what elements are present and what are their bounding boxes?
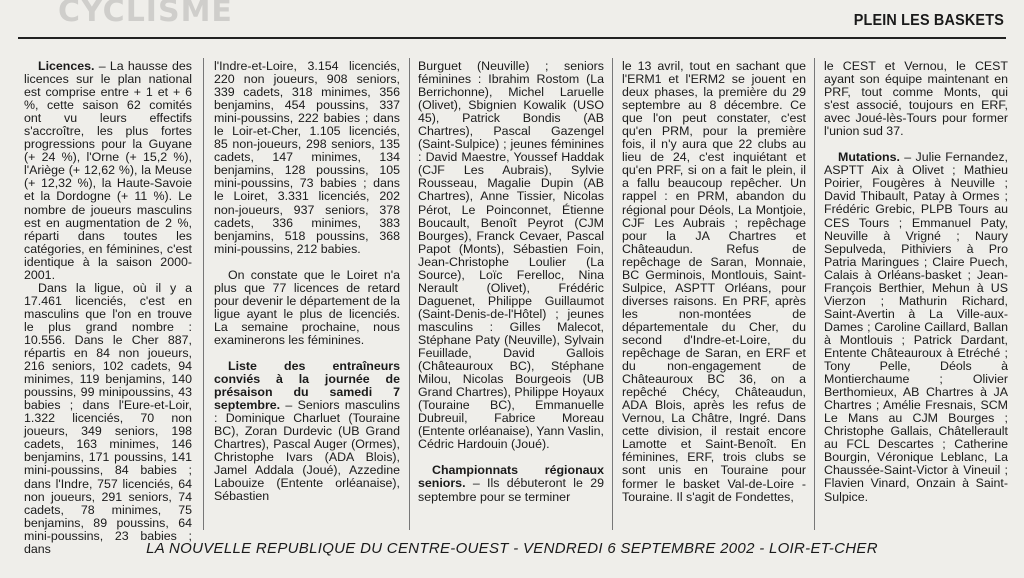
column-divider <box>612 58 613 530</box>
column-divider <box>814 58 815 530</box>
paragraph-text: – Seniors masculins : Dominique Charluet (Touraine BC), Zoran Durdevic (UB Grand Chartres), Pascal Auger (Ormes), Christophe Ivars (ADA Blois), Jamel Addala (Joué), Azzedine Labouize (Entente orléanaise), Sébastien <box>214 398 400 504</box>
newspaper-footer: LA NOUVELLE REPUBLIQUE DU CENTRE-OUEST - VENDREDI 6 SEPTEMBRE 2002 - LOIR-ET-CHER <box>146 540 878 557</box>
bleed-through-text <box>10 0 610 40</box>
column-divider <box>203 58 204 530</box>
article-column-2 <box>214 60 400 504</box>
section-rubric: PLEIN LES BASKETS <box>853 12 1004 29</box>
paragraph-entraineurs <box>214 360 400 504</box>
paragraph-text: – Julie Fernandez, ASPTT Aix à Olivet ; Mathieu Poirier, Fougères à Neuville ; David Thibault, Patay à Ormes ; Frédéric Grebic, PLPB Tours au CES Tours ; Emmanuel Paty, Neuville à Vrigné ; Naury Sepulveda, Pithiviers à Pro Patria Maringues ; Claire Puech, Calais à Orléans-basket ; Jean-François Berthier, Mehun à US Vierzon ; Mathurin Richard, Saint-Avertin à La Ville-aux-Dames ; Caroline Caillard, Ballan à Montlouis ; Patrick Dardant, Entente Châteauroux à Etréché ; Tony Pelle, Déols à Montierchaume ; Olivier Berthomieux, AB Chartres à JA Chartres ; Amélie Fresnais, SCM Le Mans au CJM Bourges ; Christophe Gallais, Châtellerault au FCL Descartes ; Catherine Bourgin, Véronique Leblanc, La Chaussée-Saint-Victor à Vineuil ; Flavien Vinard, Onzain à Saint-Sulpice. <box>824 150 1008 504</box>
paragraph-text: – La hausse des licences sur le plan national est comprise entre + 1 et + 6 %, cette saison 62 comités ont vu leurs effectifs s'accroître, les plus fortes progressions pour la Guyane (+ 24 %), l'Orne (+ 15,2 %), l'Ariège (+ 12,62 %), la Meuse (+ 12,32 %), la Haute-Savoie et la Dordogne (+ 11 %). Le nombre de joueurs masculins est en augmentation de 2 %, réparti dans toutes les catégories, en féminines, c'est identique à la saison 2000-2001. <box>24 59 192 282</box>
paragraph-mutations <box>824 151 1008 503</box>
header-rule <box>18 37 1006 39</box>
paragraph-loiret: On constate que le Loiret n'a plus que 77 licences de retard pour devenir le département de la ligue ayant le plus de licenciés. La semaine prochaine, nous examinerons les féminines. <box>214 267 400 347</box>
paragraph-entraineurs-suite: Burguet (Neuville) ; seniors féminines : Ibrahim Rostom (La Berrichonne), Michel Laruelle (Olivet), Sbignien Kowalik (USO 45), Patrick Bondis (AB Chartres), Pascal Gazengel (Saint-Sulpice) ; jeunes féminines : David Maestre, Youssef Haddak (CJF Les Aubrais), Sylvie Rousseau, Magalie Dupin (AB Chartres), Anne Tissier, Nicolas Pérot, Le Poinconnet, Étienne Boucault, Benoît Peyrot (CJM Bourges), Franck Cevaer, Pascal Papot (Monts), Sébastien Foin, Jean-Christophe Loulier (La Source), Loïc Ferelloc, Nina Nerault (Olivet), Frédéric Daguenet, Philippe Guillaumot (Saint-Denis-de-l'Hôtel) ; jeunes masculins : Gilles Malecot, Stéphane Paty (Neuville), Sylvain Feuillade, David Gallois (Châteauroux BC), Stéphane Milou, Nicolas Bourgeois (UB Grand Chartres), Philippe Hoyaux (Touraine BC), Emmanuelle Dubreuil, Fabrice Moreau (Entente orléanaise), Yann Vaslin, Cédric Hardouin (Joué). <box>418 59 604 452</box>
paragraph-licences <box>24 60 192 282</box>
paragraph-championnats <box>418 464 604 503</box>
column-divider <box>409 58 410 530</box>
lead-mutations: Mutations. <box>838 150 900 165</box>
article-column-4 <box>622 60 806 504</box>
article-column-3 <box>418 60 604 504</box>
paragraph-cest: le CEST et Vernou, le CEST ayant son équipe maintenant en PRF, tout comme Monts, qui s'est associé, toujours en ERF, avec Joué-lès-Tours pour former l'union sud 37. <box>824 59 1008 139</box>
lead-championnats: Championnats régionaux seniors. <box>418 463 604 491</box>
lead-licences: Licences. <box>38 59 95 73</box>
article-column-1 <box>24 60 192 556</box>
bleed-heading: CYCLISME <box>58 0 233 29</box>
paragraph-ligue: Dans la ligue, où il y a 17.461 licenciés, c'est en masculins que l'on en trouve le plus grand nombre : 10.556. Dans le Cher 887, répartis en 84 non joueurs, 216 seniors, 102 cadets, 94 minimes, 119 benjamins, 140 poussins, 99 minipoussins, 43 babies ; dans l'Eure-et-Loir, 1.322 licenciés, 70 non joueurs, 349 seniors, 198 cadets, 163 minimes, 146 benjamins, 171 poussins, 141 mini-poussins, 84 babies ; dans l'Indre, 757 licenciés, 64 non joueurs, 291 seniors, 74 cadets, 78 minimes, 75 benjamins, 89 poussins, 64 mini-poussins, 23 babies ; dans <box>24 280 192 556</box>
article-column-5 <box>824 60 1008 504</box>
lead-entraineurs: Liste des entraîneurs conviés à la journée de présaison du samedi 7 septembre. <box>214 358 400 413</box>
paragraph-championnats-suite: le 13 avril, tout en sachant que l'ERM1 et l'ERM2 se jouent en deux phases, la première du 29 septembre au 8 décembre. Ce que l'on peut constater, c'est qu'en PRM, pour la première fois, il n'y aura que 22 clubs au lieu de 24, c'est inquiétant et qu'en PRF, si on a fait le plein, il a fallu beaucoup repêcher. Un rappel : en PRM, abandon du régional pour Déols, La Montjoie, CJF Les Aubrais ; repêchage pour la JA Chartres et Châteaudun. Refus de repêchage de Saran, Monnaie, BC Germinois, Montlouis, Saint-Sulpice, ASPTT Orléans, pour diverses raisons. En PRF, après les non-montées de départementale du Cher, du second d'Indre-et-Loire, du repêchage de Saran, en ERF et du non-engagement de Châteauroux BC 36, on a repêché Chécy, Châteaudun, ADA Blois, après les refus de Vernou, La Châtre, Ingré. Dans cette division, il restait encore Lamotte et Saint-Benoît. En féminines, ERF, trois clubs se sont unis en Touraine pour former le basket Val-de-Loire - Touraine. Il s'agit de Fondettes, <box>622 59 806 504</box>
paragraph-departements: l'Indre-et-Loire, 3.154 licenciés, 220 non joueurs, 908 seniors, 339 cadets, 318 minimes, 356 benjamins, 454 poussins, 337 mini-poussins, 222 babies ; dans le Loir-et-Cher, 1.105 licenciés, 85 non-joueurs, 298 seniors, 135 cadets, 147 minimes, 134 benjamins, 128 poussins, 105 mini-poussins, 73 babies ; dans le Loiret, 3.331 licenciés, 202 non-joueurs, 937 seniors, 378 cadets, 336 minimes, 383 benjamins, 518 poussins, 368 mini-poussins, 212 babies. <box>214 59 400 256</box>
paragraph-text: – Ils débuteront le 29 septembre pour se terminer <box>418 476 604 504</box>
